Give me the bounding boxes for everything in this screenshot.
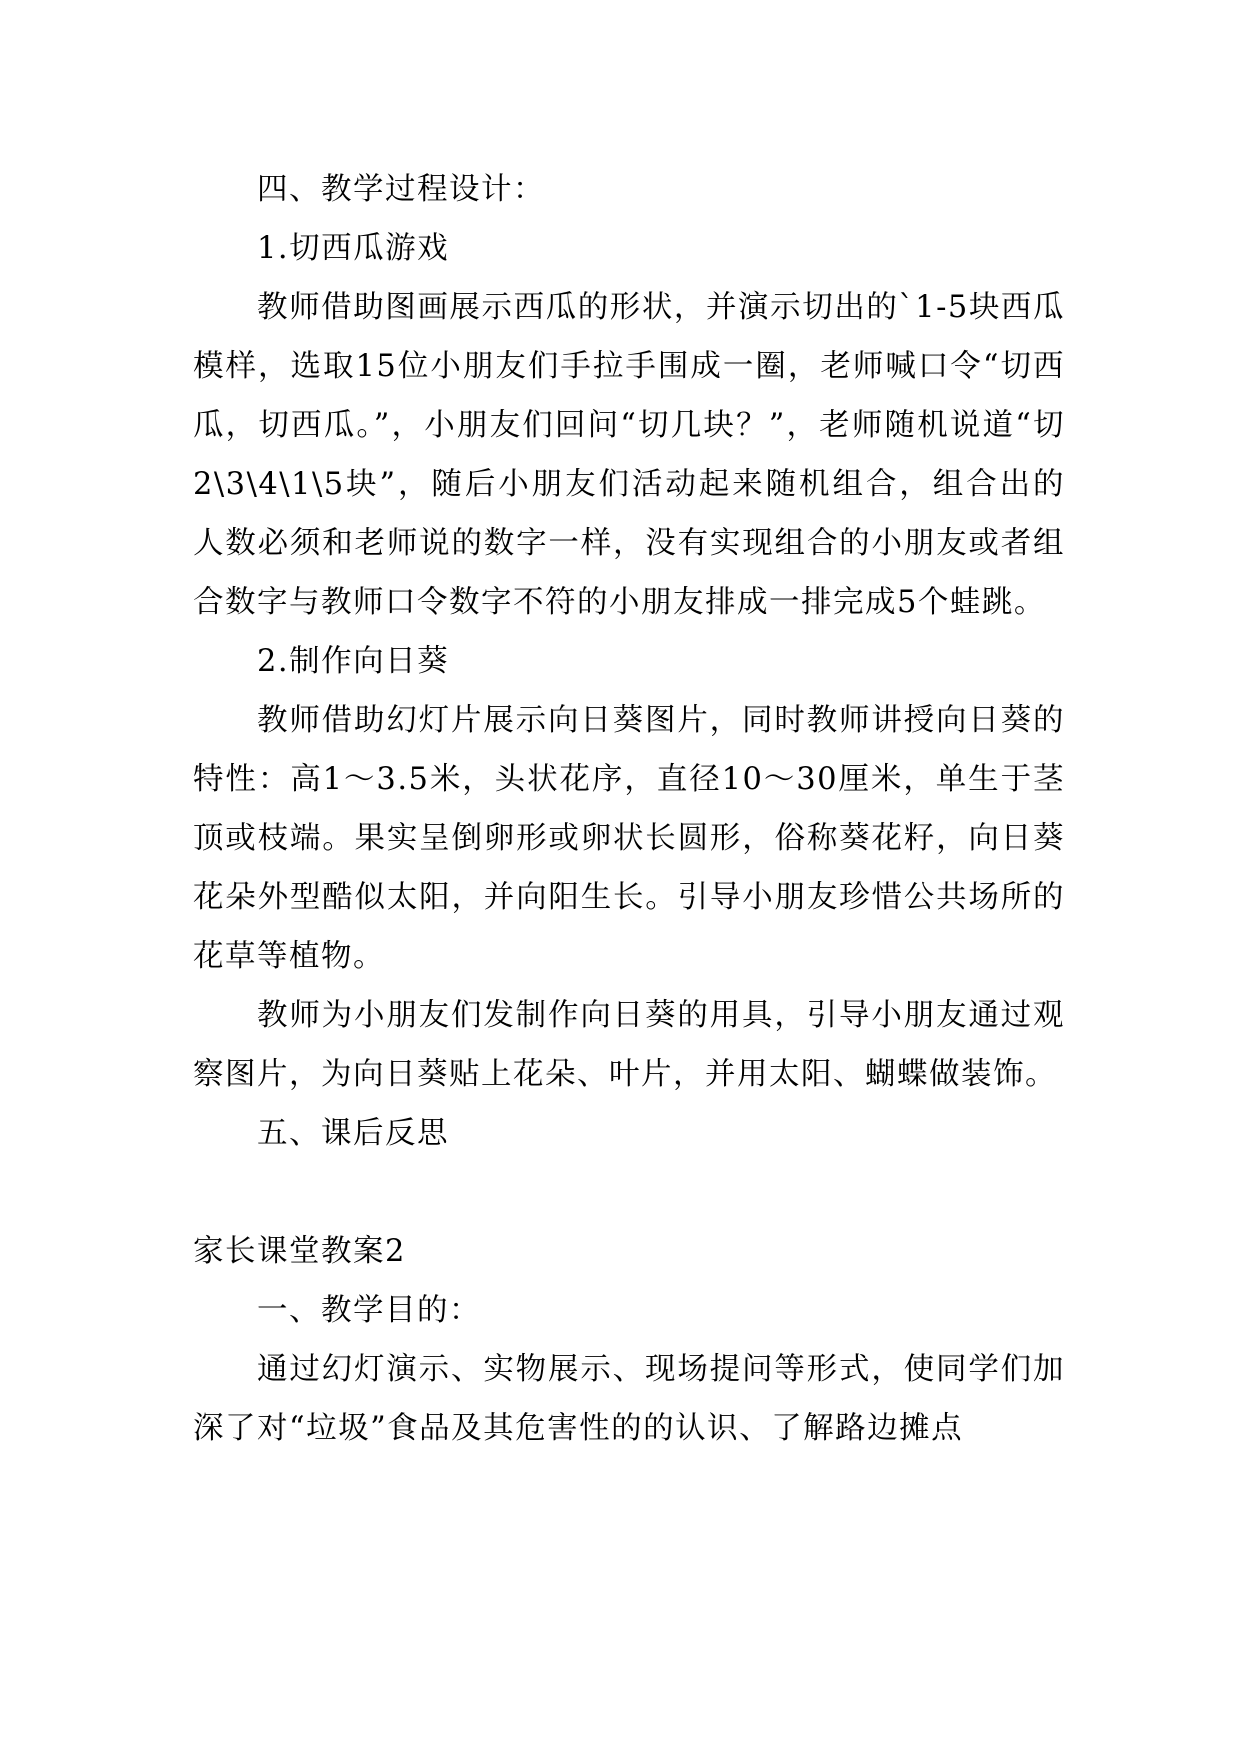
lesson-two-section-one-heading: 一、教学目的： [257, 1293, 481, 1328]
section-five-heading: 五、课后反思 [257, 1116, 449, 1151]
step-two-body-1: 教师借助幻灯片展示向日葵图片，同时教师讲授向日葵的特性：高1～3.5米，头状花序，直径10～30厘米，单生于茎顶或枝端。果实呈倒卵形或卵状长圆形，俗称葵花籽，向日葵花朵外型酷似太阳，并向阳生长。引导小朋友珍惜公共场所的花草等植物。 [193, 703, 1065, 974]
section-four-heading: 四、教学过程设计： [257, 172, 545, 207]
section-gap [193, 1163, 1065, 1222]
document-body [193, 160, 1065, 1458]
lesson-two-section-one-body: 通过幻灯演示、实物展示、现场提问等形式，使同学们加深了对“垃圾”食品及其危害性的的认识、了解路边摊点 [193, 1352, 1065, 1446]
step-one-title: 1.切西瓜游戏 [257, 231, 450, 266]
lesson-two-title: 家长课堂教案2 [193, 1234, 406, 1269]
step-two-body-2: 教师为小朋友们发制作向日葵的用具，引导小朋友通过观察图片，为向日葵贴上花朵、叶片，并用太阳、蝴蝶做装饰。 [193, 998, 1065, 1092]
step-one-body: 教师借助图画展示西瓜的形状，并演示切出的`1-5块西瓜模样，选取15位小朋友们手拉手围成一圈，老师喊口令“切西瓜，切西瓜。”，小朋友们回问“切几块？”，老师随机说道“切2\3\4\1\5块”，随后小朋友们活动起来随机组合，组合出的人数必须和老师说的数字一样，没有实现组合的小朋友或者组合数字与教师口令数字不符的小朋友排成一排完成5个蛙跳。 [193, 290, 1065, 620]
step-two-title: 2.制作向日葵 [257, 644, 450, 679]
